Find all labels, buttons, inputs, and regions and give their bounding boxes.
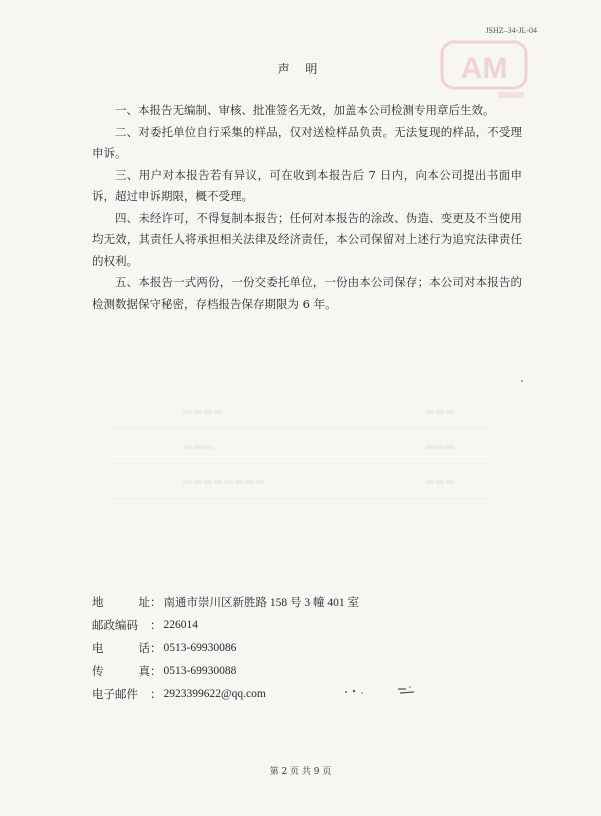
page-number: 第 2 页 共 9 页 (269, 767, 332, 777)
ghost-row: ▬▬▬ ▬▬▬ (112, 429, 488, 464)
contact-row-postcode: 邮政编码 ： 226014 (92, 617, 198, 632)
fax-value: 0513-69930088 (163, 664, 237, 677)
statement-item-5: 五、本报告一式两份，一份交委托单位，一份由本公司保存；本公司对本报告的检测数据保守秘密，存档报告保存期限为 6 年。 (92, 275, 522, 311)
contact-row-email: 电子邮件 ： 2923399622@qq.com (92, 686, 266, 701)
statement-list (92, 100, 522, 315)
contact-info (92, 590, 492, 705)
statement-item-4: 四、未经许可，不得复制本报告；任何对本报告的涂改、伪造、变更及不当使用均无效，其责任人将承担相关法律及经济责任，本公司保留对上述行为追究法律责任的权利。 (92, 210, 522, 268)
ink-smudge (340, 683, 420, 699)
address-value: 南通市崇川区新胜路 158 号 3 幢 401 室 (163, 596, 359, 609)
fax-label: 传 真 (92, 663, 150, 678)
statement-item-2: 二、对委托单位自行采集的样品，仅对送检样品负责。无法复现的样品，不受理申诉。 (92, 124, 522, 160)
faint-header-mark: ··· ···· ···· (62, 37, 92, 44)
paper-speck (521, 380, 523, 382)
email-value: 2923399622@qq.com (163, 687, 266, 700)
phone-value: 0513-69930086 (163, 641, 237, 654)
contact-row-address: 地 址 ： 南通市崇川区新胜路 158 号 3 幢 401 室 (92, 594, 359, 609)
ghost-row: ▬▬▬▬▬▬▬▬ ▬▬▬ (112, 464, 488, 499)
email-label: 电子邮件 (92, 686, 138, 701)
ghost-row: ▬▬▬▬ ▬▬▬ (112, 394, 488, 429)
logo-text: AM (460, 52, 508, 85)
contact-row-phone: 电 话 ： 0513-69930086 (92, 640, 237, 655)
statement-item-3: 三、用户对本报告若有异议，可在收到本报告后 7 日内，向本公司提出书面申诉，超过申诉期限，概不受理。 (92, 167, 522, 203)
address-label: 地 址 (92, 594, 150, 609)
statement-item-1: 一、本报告无编制、审核、批准签名无效，加盖本公司检测专用章后生效。 (115, 103, 495, 117)
show-through-table (112, 394, 488, 504)
phone-label: 电 话 (92, 640, 150, 655)
document-code: JSHZ–34-JL-04 (485, 26, 537, 35)
postcode-value: 226014 (163, 618, 198, 631)
postcode-label: 邮政编码 (92, 617, 138, 632)
page-title: 声 明 (277, 62, 324, 76)
contact-row-fax: 传 真 ： 0513-69930088 (92, 663, 237, 678)
